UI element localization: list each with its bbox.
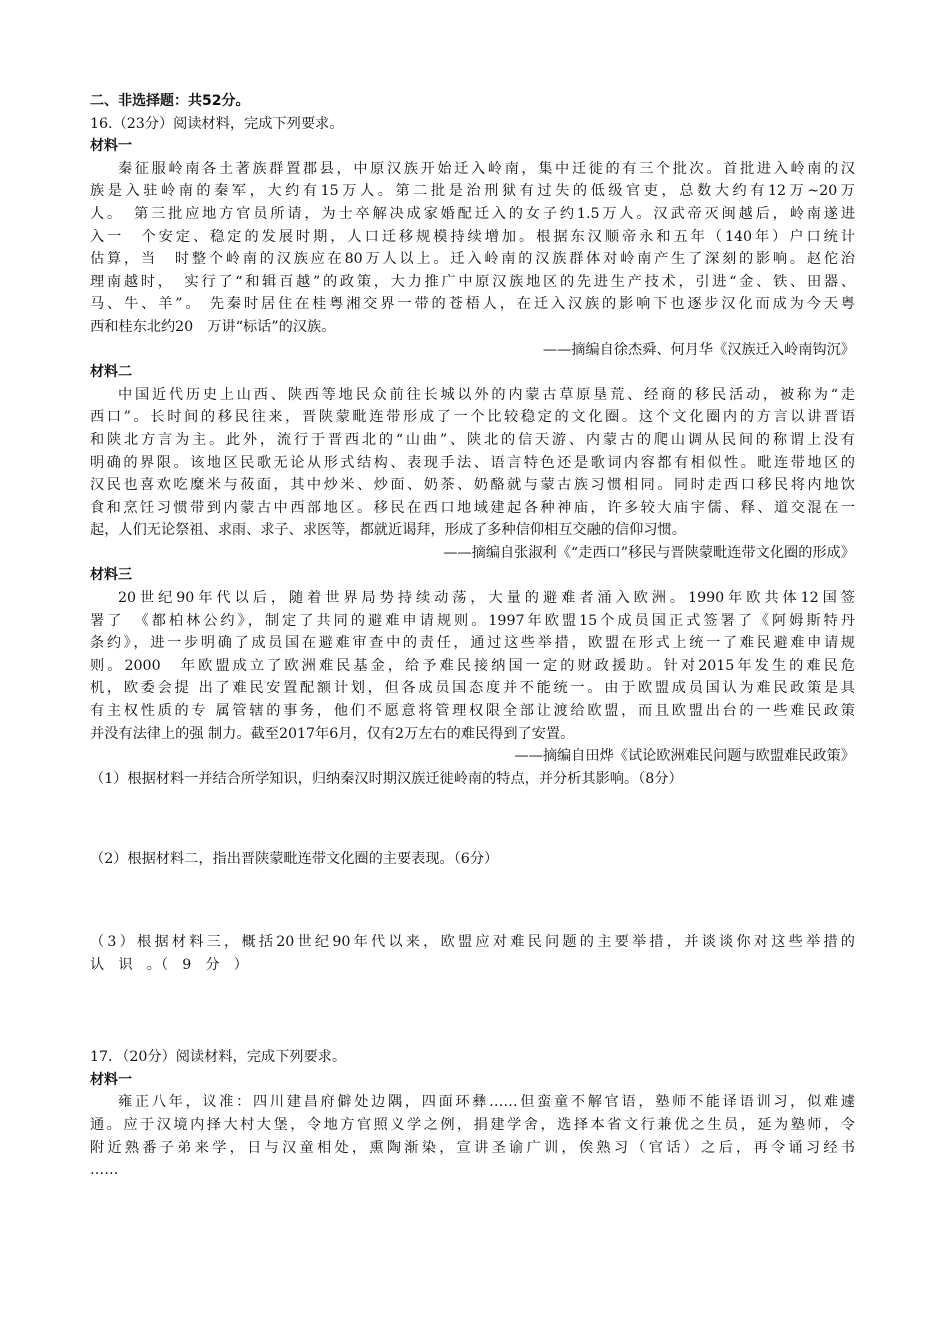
- paragraph-line: 雍正八年，议准：四川建昌府僻处边隅，四面环彝……但蛮童不解官语，塾师不能译语训习，似难遽: [118, 1094, 855, 1111]
- q16-subquestion-3-line1: （3）根据材料三，概括20世纪90年代以来，欧盟应对难民问题的主要举措，并谈谈你对这些举措的: [90, 934, 855, 950]
- exam-page: [90, 90, 855, 1182]
- paragraph-line: 并没有法律上的强 制力。截至2017年6月，仅有2万左右的难民得到了安置。: [90, 725, 575, 742]
- paragraph-line: 食和烹饪习惯带到内蒙古中西部地区。移民在西口地域建起各种神庙，许多较大庙宇儒、释、道交混在一: [90, 499, 855, 516]
- paragraph-line: 机，欧委会提 出了难民安置配额计划，但各成员国态度并不能统一。由于欧盟成员国认为难民政策是具: [90, 680, 855, 697]
- paragraph-line: 马、牛、羊”。 先秦时居住在桂粤湘交界一带的苍梧人，在迁入汉族的影响下也逐步汉化而成为今天粤: [90, 296, 855, 313]
- paragraph-line: 则。2000 年欧盟成立了欧洲难民基金，给予难民接纳国一定的财政援助。针对2015年发生的难民危: [90, 657, 855, 674]
- q16-m1-source: ——摘编自徐杰舜、何月华《汉族迁入岭南钩沉》: [542, 341, 855, 358]
- paragraph-line: 条约》，进一步明确了成员国在避难审查中的责任，通过这些举措，欧盟在形式上统一了难民避难申请规: [90, 635, 855, 652]
- q16-stem: 16.（23分）阅读材料，完成下列要求。: [90, 115, 344, 132]
- paragraph-line: 人。 第三批应地方官员所请，为士卒解决成家婚配迁入的女子约1.5万人。汉武帝灭闽越后，岭南遂进: [90, 205, 855, 222]
- paragraph-line-tail: ……: [90, 1162, 119, 1179]
- q17-m1-label: 材料一: [90, 1071, 132, 1088]
- q16-subquestion-1: （1）根据材料一并结合所学知识，归纳秦汉时期汉族迁徙岭南的特点，并分析其影响。（8分）: [90, 770, 683, 787]
- q16-m1-label: 材料一: [90, 138, 132, 155]
- answer-space[interactable]: [90, 976, 855, 1046]
- paragraph-line: 和陕北方言为主。此外，流行于晋西北的“山曲”、陕北的信天游、内蒙古的爬山调从民间的称谓上没有: [90, 431, 855, 448]
- paragraph-line: 明确的界限。该地区民歌无论从形式结构、表现手法、语言特色还是歌词内容都有相似性。毗连带地区的: [90, 454, 855, 471]
- paragraph-line: 西和桂东北约20 万讲“标话”的汉族。: [90, 318, 336, 335]
- paragraph-line: 有主权性质的专 属管辖的事务，他们不愿意将管理权限全部让渡给欧盟，而且欧盟出台的一些难民政策: [90, 703, 855, 720]
- q16-m2-body: [90, 384, 855, 542]
- q16-subquestion-3-line2: 认 识 。（ 9 分 ）: [90, 956, 248, 973]
- paragraph-line: 秦征服岭南各土著族群置郡县，中原汉族开始迁入岭南，集中迁徙的有三个批次。首批进入岭南的汉: [118, 160, 855, 177]
- paragraph-line: 西口”。长时间的移民往来，晋陕蒙毗连带形成了一个比较稳定的文化圈。这个文化圈内的方言以讲晋语: [90, 409, 855, 426]
- q16-m2-label: 材料二: [90, 364, 132, 381]
- paragraph-line: 署了 《都柏林公约》，制定了共同的避难申请规则。1997年欧盟15个成员国正式签署了《阿姆斯特丹: [90, 612, 855, 629]
- paragraph-line: 估算，当 时整个岭南的汉族应在80万人以上。迁入岭南的汉族群体对岭南产生了深刻的影响。赵佗治: [90, 251, 855, 268]
- q16-m3-body: [90, 587, 855, 745]
- answer-space[interactable]: [90, 871, 855, 931]
- q17-m1-body: [90, 1091, 855, 1181]
- paragraph-line: 理南越时， 实行了“和辑百越”的政策，大力推广中原汉族地区的先进生产技术，引进“金、铁、田器、: [90, 273, 855, 290]
- paragraph-line: 起，人们无论祭祖、求雨、求子、求医等，都就近谒拜，形成了多种信仰相互交融的信仰习惯。: [90, 522, 686, 539]
- q16-m2-source: ——摘编自张淑利《“走西口”移民与晋陕蒙毗连带文化圈的形成》: [443, 544, 855, 561]
- q16-m3-label: 材料三: [90, 567, 132, 584]
- paragraph-line: 汉民也喜欢吃糜米与莜面，其中炒米、炒面、奶茶、奶酪就与蒙古族习惯相同。同时走西口移民将内地饮: [90, 477, 855, 494]
- paragraph-line: 中国近代历史上山西、陕西等地民众前往长城以外的内蒙古草原垦荒、经商的移民活动，被称为“走: [118, 386, 855, 403]
- section-title: 二、非选择题：共52分。: [90, 93, 250, 109]
- paragraph-line: 20世纪90年代以后，随着世界局势持续动荡，大量的避难者涌入欧洲。1990年欧共体12国签: [118, 590, 855, 607]
- q16-m1-body: [90, 158, 855, 339]
- answer-space[interactable]: [90, 790, 855, 848]
- q16-subquestion-2: （2）根据材料二，指出晋陕蒙毗连带文化圈的主要表现。（6分）: [90, 851, 499, 868]
- paragraph-line: 族是入驻岭南的秦军，大约有15万人。第二批是治刑狱有过失的低级官吏，总数大约有12万~20万: [90, 183, 855, 200]
- q16-m3-source: ——摘编自田烨《试论欧洲难民问题与欧盟难民政策》: [514, 748, 855, 765]
- paragraph-line: 入一 个安定、稳定的发展时期，人口迁移规模持续增加。根据东汉顺帝永和五年（140年）户口统计: [90, 228, 855, 245]
- paragraph-line: 通。应于汉境内择大村大堡，令地方官照义学之例，捐建学舍，选择本省文行兼优之生员，延为塾师，令: [90, 1116, 855, 1133]
- q17-stem: 17．（20分）阅读材料，完成下列要求。: [90, 1049, 347, 1066]
- paragraph-line: 附近熟番子弟来学，日与汉童相处，熏陶渐染，宣讲圣谕广训，俟熟习（官话）之后，再令诵习经书: [90, 1139, 855, 1156]
